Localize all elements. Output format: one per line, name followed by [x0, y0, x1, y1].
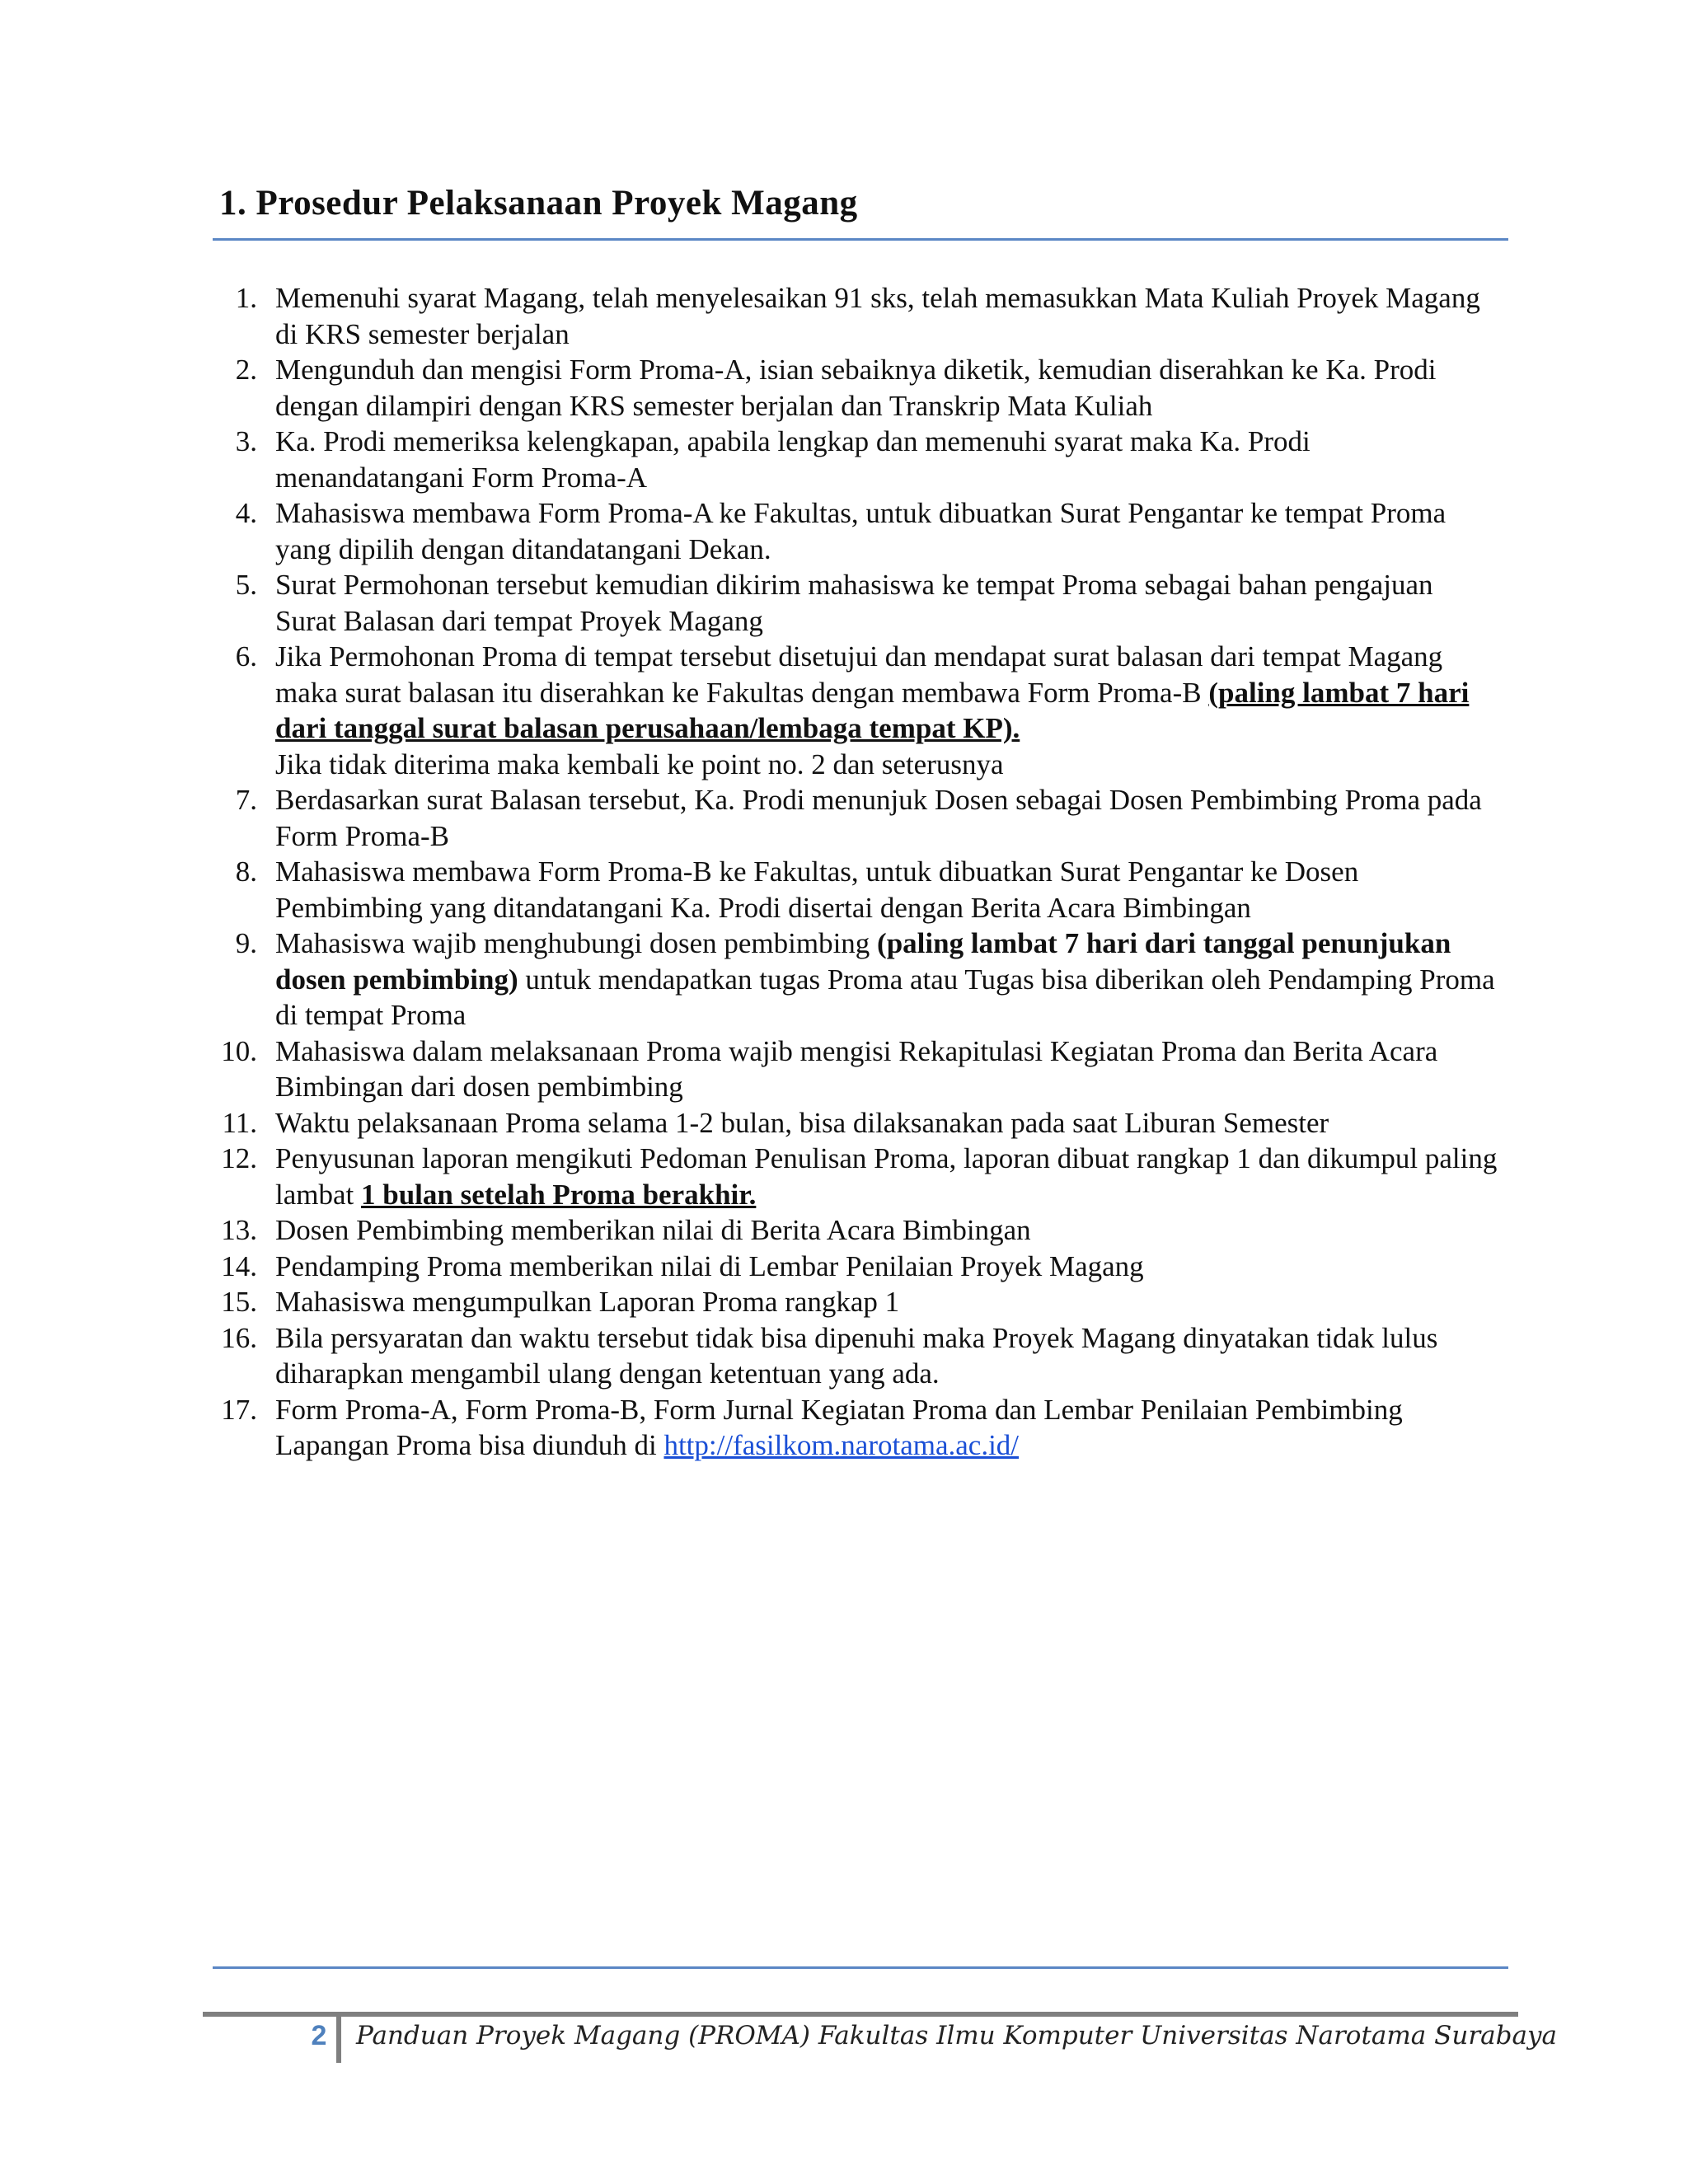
item-number: 17.: [221, 1393, 257, 1426]
item-text: Jika Permohonan Proma di tempat tersebut disetujui dan mendapat surat balasan dari tempat Magang maka surat balasan itu diserahkan ke Fakultas dengan membawa Form Proma-B: [275, 640, 1443, 709]
list-item: [213, 782, 1498, 854]
item-text: Bila persyaratan dan waktu tersebut tidak bisa dipenuhi maka Proyek Magang dinyatakan tidak lulus diharapkan mengambil ulang dengan ketentuan yang ada.: [275, 1321, 1438, 1390]
footer-bar: [203, 2012, 1518, 2017]
footer-title: Panduan Proyek Magang (PROMA) Fakultas Ilmu Komputer Universitas Narotama Surabaya: [356, 2021, 1557, 2050]
item-number: 14.: [221, 1249, 257, 1282]
item-text-continued: untuk mendapatkan tugas Proma atau Tugas bisa diberikan oleh Pendamping Proma di tempat Proma: [275, 963, 1495, 1031]
list-item: [213, 926, 1498, 1033]
item-number: 2.: [235, 354, 257, 386]
item-number: 11.: [222, 1106, 257, 1139]
item-text: Penyusunan laporan mengikuti Pedoman Penulisan Proma, laporan dibuat rangkap 1 dan dikumpul paling lambat: [275, 1142, 1498, 1211]
item-text: Dosen Pembimbing memberikan nilai di Berita Acara Bimbingan: [275, 1214, 1031, 1246]
item-number: 4.: [235, 497, 257, 529]
list-item: [213, 1392, 1498, 1464]
list-item: [213, 1249, 1498, 1285]
list-item: [213, 1320, 1498, 1392]
procedure-list: [213, 280, 1498, 1464]
deadline-emphasis: 1 bulan setelah Proma berakhir.: [361, 1178, 757, 1211]
list-item: [213, 567, 1498, 639]
item-number: 7.: [235, 784, 257, 816]
item-number: 6.: [235, 640, 257, 673]
list-item: [213, 1212, 1498, 1249]
list-item: [213, 1284, 1498, 1320]
item-number: 3.: [235, 425, 257, 457]
item-number: 16.: [221, 1321, 257, 1354]
item-note: Jika tidak diterima maka kembali ke point no. 2 dan seterusnya: [275, 748, 1004, 780]
item-text: Mahasiswa membawa Form Proma-B ke Fakultas, untuk dibuatkan Surat Pengantar ke Dosen Pembimbing yang ditandatangani Ka. Prodi disertai dengan Berita Acara Bimbingan: [275, 855, 1359, 924]
list-item: [213, 1141, 1498, 1212]
list-item: [213, 352, 1498, 424]
download-link[interactable]: http://fasilkom.narotama.ac.id/: [663, 1429, 1020, 1461]
list-item: [213, 639, 1498, 782]
item-number: 12.: [221, 1142, 257, 1174]
item-text: Berdasarkan surat Balasan tersebut, Ka. Prodi menunjuk Dosen sebagai Dosen Pembimbing Proma pada Form Proma-B: [275, 784, 1482, 852]
section-heading: 1. Prosedur Pelaksanaan Proyek Magang: [219, 184, 858, 223]
item-number: 13.: [221, 1214, 257, 1246]
item-number: 8.: [235, 855, 257, 888]
item-number: 15.: [221, 1286, 257, 1318]
item-text: Mahasiswa mengumpulkan Laporan Proma rangkap 1: [275, 1286, 900, 1318]
item-text: Mahasiswa wajib menghubungi dosen pembimbing: [275, 927, 878, 959]
list-item: [213, 854, 1498, 926]
list-item: [213, 280, 1498, 352]
deadline-emphasis: (paling lambat 7 hari dari tanggal penunjukan dosen pembimbing): [275, 927, 1451, 996]
list-item: [213, 424, 1498, 495]
heading-divider: [213, 238, 1508, 241]
list-item: [213, 1033, 1498, 1105]
deadline-emphasis: (paling lambat 7 hari dari tanggal surat balasan perusahaan/lembaga tempat KP).: [275, 676, 1470, 744]
item-text: Form Proma-A, Form Proma-B, Form Jurnal Kegiatan Proma dan Lembar Penilaian Pembimbing Lapangan Proma bisa diunduh di: [275, 1393, 1403, 1461]
item-text: Mahasiswa dalam melaksanaan Proma wajib mengisi Rekapitulasi Kegiatan Proma dan Berita Acara Bimbingan dari dosen pembimbing: [275, 1034, 1438, 1103]
item-text: Waktu pelaksanaan Proma selama 1-2 bulan, bisa dilaksanakan pada saat Liburan Semester: [275, 1106, 1329, 1139]
item-text: Pendamping Proma memberikan nilai di Lembar Penilaian Proyek Magang: [275, 1249, 1144, 1282]
item-text: Surat Permohonan tersebut kemudian dikirim mahasiswa ke tempat Proma sebagai bahan pengajuan Surat Balasan dari tempat Proyek Magang: [275, 569, 1433, 637]
item-text: Ka. Prodi memeriksa kelengkapan, apabila lengkap dan memenuhi syarat maka Ka. Prodi menandatangani Form Proma-A: [275, 425, 1311, 494]
item-text: Mahasiswa membawa Form Proma-A ke Fakultas, untuk dibuatkan Surat Pengantar ke tempat Proma yang dipilih dengan ditandatangani Dekan.: [275, 497, 1447, 565]
item-text: Memenuhi syarat Magang, telah menyelesaikan 91 sks, telah memasukkan Mata Kuliah Proyek Magang di KRS semester berjalan: [275, 282, 1480, 350]
footer-divider: [213, 1966, 1508, 1969]
item-number: 9.: [235, 927, 257, 959]
page-number: 2: [311, 2020, 327, 2051]
list-item: [213, 495, 1498, 567]
page-number-separator: [336, 2017, 341, 2063]
item-number: 1.: [235, 282, 257, 314]
item-number: 10.: [221, 1034, 257, 1067]
list-item: [213, 1105, 1498, 1141]
item-text: Mengunduh dan mengisi Form Proma-A, isian sebaiknya diketik, kemudian diserahkan ke Ka. Prodi dengan dilampiri dengan KRS semester berjalan dan Transkrip Mata Kuliah: [275, 354, 1437, 422]
item-number: 5.: [235, 569, 257, 601]
